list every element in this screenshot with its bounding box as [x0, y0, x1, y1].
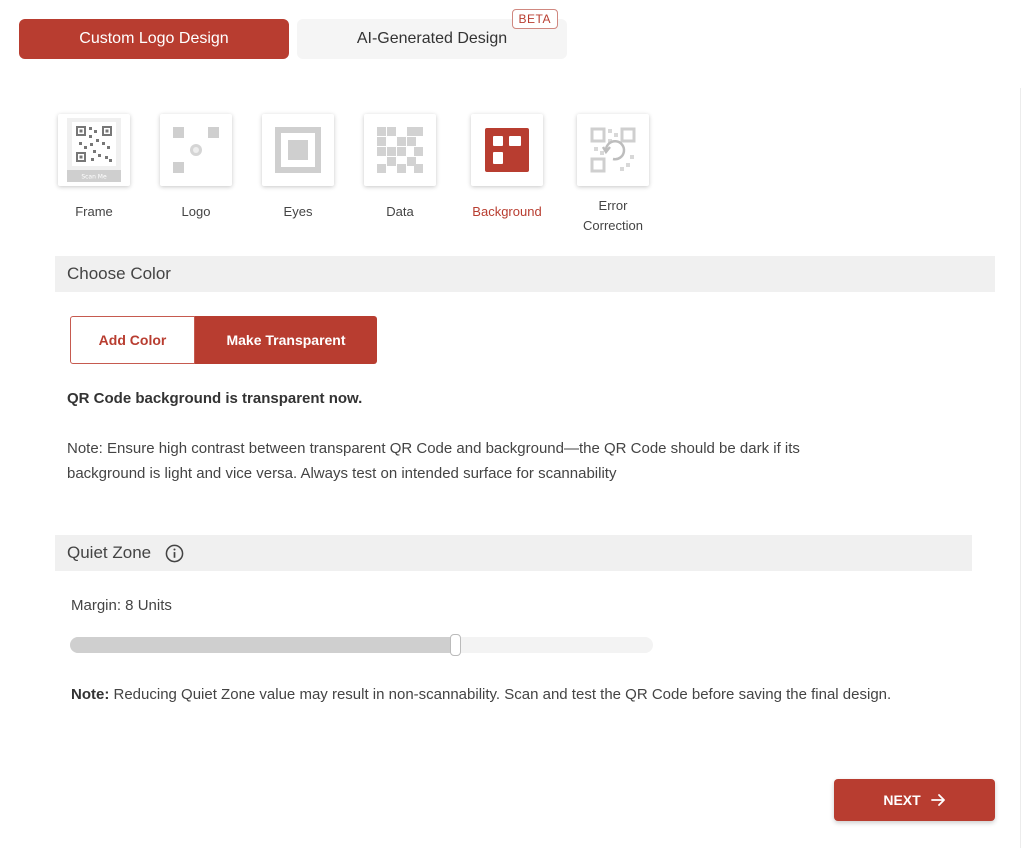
- option-data[interactable]: [364, 114, 436, 222]
- next-button[interactable]: [834, 779, 995, 821]
- option-frame[interactable]: [58, 114, 130, 222]
- option-error-correction-label: Error Correction: [583, 198, 643, 233]
- quiet-zone-title: Quiet Zone: [67, 543, 152, 562]
- error-correction-thumb: [577, 114, 649, 186]
- make-transparent-button[interactable]: Make Transparent: [195, 316, 377, 364]
- choose-color-title: Choose Color: [67, 264, 171, 283]
- option-error-correction[interactable]: [577, 114, 649, 236]
- logo-icon: [166, 120, 226, 180]
- transparent-contrast-note: Note: Ensure high contrast between transparent QR Code and background—the QR Code should be dark if its background is light and vice versa. Always test on intended surface for scannability: [67, 440, 800, 482]
- logo-thumb: [160, 114, 232, 186]
- quiet-zone-header: [55, 535, 972, 571]
- info-icon[interactable]: [165, 544, 184, 563]
- option-logo-label: Logo: [181, 204, 211, 219]
- option-frame-label: Frame: [75, 204, 113, 219]
- option-eyes[interactable]: [262, 114, 334, 222]
- frame-thumb: [58, 114, 130, 186]
- tab-ai-label: AI-Generated Design: [356, 30, 508, 47]
- margin-slider[interactable]: [70, 637, 653, 653]
- margin-slider-handle[interactable]: [450, 634, 461, 656]
- quiet-zone-note: [71, 682, 961, 708]
- data-icon: [377, 127, 423, 173]
- eyes-thumb: [262, 114, 334, 186]
- frame-icon: [67, 118, 121, 182]
- color-mode-toggle: [70, 316, 377, 364]
- add-color-button[interactable]: Add Color: [70, 316, 195, 364]
- option-background-label: Background: [472, 204, 542, 219]
- background-thumb: [471, 114, 543, 186]
- option-data-label: Data: [386, 204, 414, 219]
- arrow-right-icon: [931, 793, 946, 807]
- tab-ai-generated-design[interactable]: [297, 12, 567, 59]
- beta-badge: BETA: [512, 9, 558, 29]
- margin-slider-fill: [70, 637, 455, 653]
- eyes-icon: [275, 127, 321, 173]
- margin-value-label: Margin: 8 Units: [71, 597, 172, 614]
- quiet-zone-note-text: Reducing Quiet Zone value may result in non-scannability. Scan and test the QR Code before saving the final design.: [109, 686, 892, 703]
- tab-custom-logo-design[interactable]: Custom Logo Design: [19, 19, 289, 59]
- choose-color-header: [55, 256, 995, 292]
- error-correction-icon: [590, 127, 636, 173]
- design-mode-tabs: [19, 12, 567, 59]
- quiet-zone-note-bold: Note:: [71, 686, 110, 703]
- data-thumb: [364, 114, 436, 186]
- next-button-label: NEXT: [883, 792, 921, 808]
- option-logo[interactable]: [160, 114, 232, 222]
- frame-thumb-text: Scan Me: [81, 173, 107, 181]
- transparent-status-text: QR Code background is transparent now.: [67, 390, 363, 407]
- panel-divider: [1020, 88, 1021, 848]
- background-icon: [485, 128, 529, 172]
- option-eyes-label: Eyes: [283, 204, 313, 219]
- option-background[interactable]: [471, 114, 543, 222]
